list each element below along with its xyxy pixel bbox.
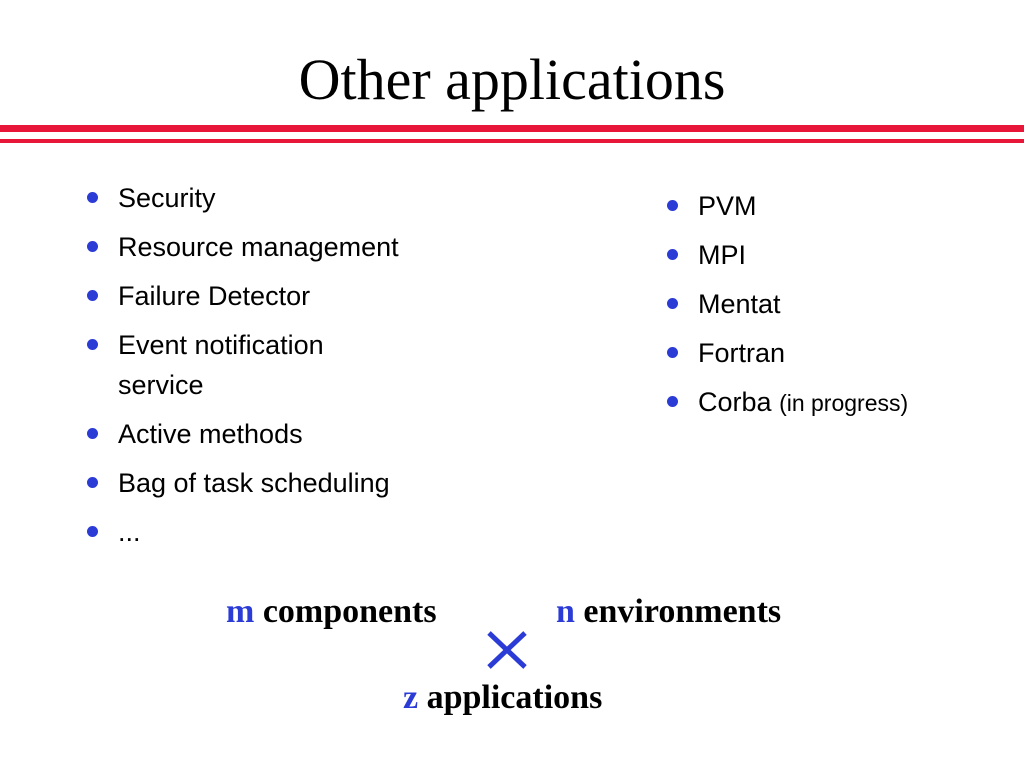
list-item [84,276,504,316]
bullet-icon [667,249,678,260]
list-item [84,178,368,218]
times-icon [484,630,530,670]
environments-label: environments [583,593,782,630]
list-item [84,463,504,503]
list-item-label: PVM [698,191,757,221]
list-item-label: Security [118,183,216,213]
var-z: z [403,679,419,716]
bullet-icon [87,290,98,301]
bullet-icon [87,339,98,350]
list-item-label: Corba [698,387,772,417]
list-item-label: Mentat [698,289,781,319]
slide-title: Other applications [298,47,726,112]
var-m: m [226,593,255,630]
bullet-icon [87,428,98,439]
bullet-icon [87,192,98,203]
bullet-icon [667,200,678,211]
list-item-label: MPI [698,240,747,270]
bullet-icon [667,298,678,309]
bullet-icon [667,347,678,358]
list-item [664,284,1004,324]
list-item [84,325,388,405]
formula-components [226,592,437,632]
list-item [84,512,504,552]
applications-label: applications [426,679,603,716]
title-divider-thick [0,125,1024,132]
list-item [664,235,1004,275]
list-item-label: ... [118,517,141,547]
right-bullet-list [664,186,1004,432]
bullet-icon [667,396,678,407]
formula-environments [556,592,781,632]
formula-applications [403,678,602,718]
list-item-label: Active methods [118,419,303,449]
var-n: n [556,593,575,630]
components-label: components [262,593,437,630]
title-divider-thin [0,139,1024,143]
bullet-icon [87,241,98,252]
bullet-icon [87,477,98,488]
list-item-label: Event notification service [118,330,324,400]
list-item [664,186,1004,226]
list-item-label: Fortran [698,338,786,368]
list-item-label: Failure Detector [118,281,311,311]
list-item [664,382,1004,423]
list-item [664,333,1004,373]
list-item [84,414,504,454]
list-item-label: Resource management [118,232,399,262]
list-item-label: Bag of task scheduling [118,468,390,498]
bullet-icon [87,526,98,537]
left-bullet-list [84,178,504,561]
list-item [84,227,504,267]
progress-note: (in progress) [779,390,909,416]
